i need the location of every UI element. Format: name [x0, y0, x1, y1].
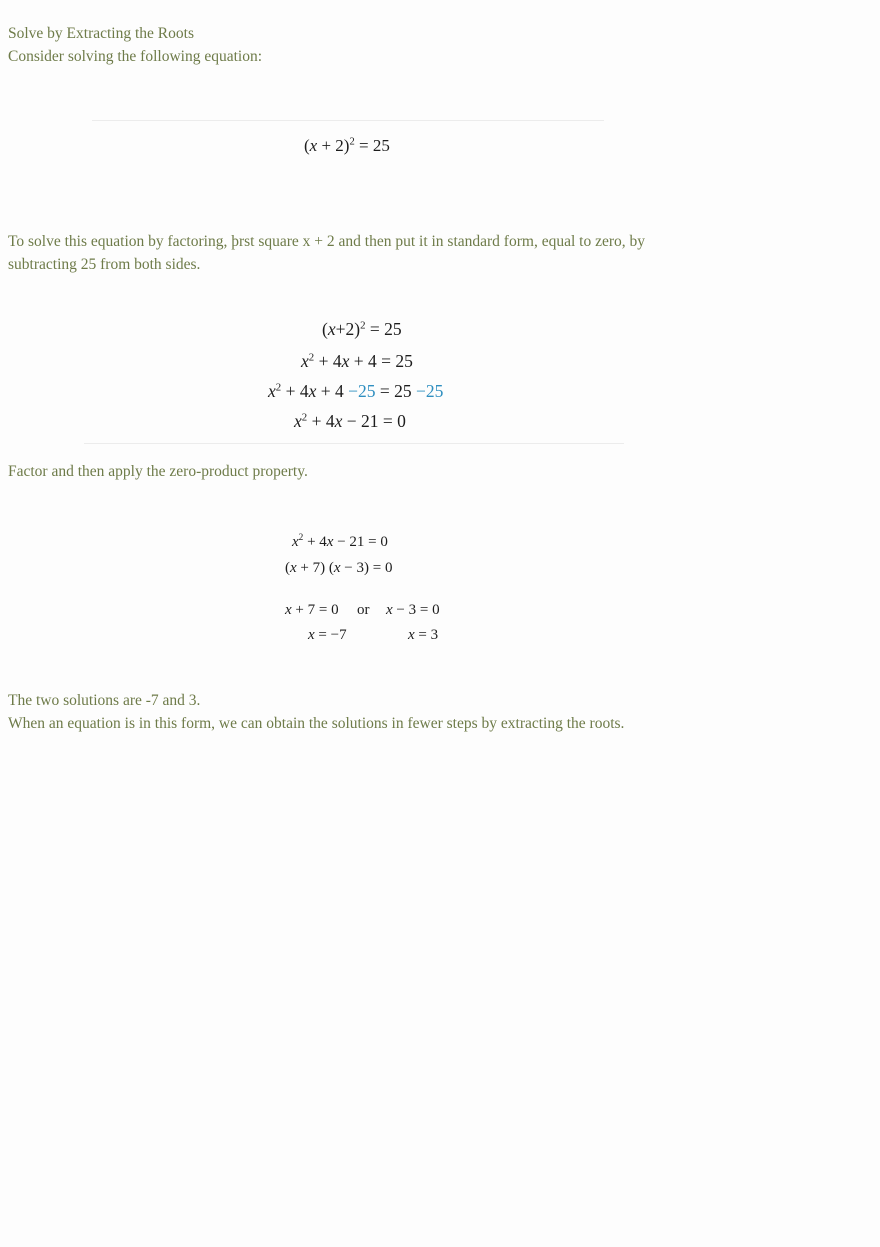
or-word: or — [357, 602, 370, 618]
equation-line-2: $x^2 + 4x + 4 = 25$ — [301, 351, 413, 371]
left-factor-equation: x + 7 = 0 — [285, 602, 339, 618]
factored-figure — [120, 520, 440, 655]
factor-instruction: Factor and then apply the zero-product property. — [8, 463, 308, 480]
left-solution: x = −7 — [308, 627, 347, 643]
original-equation: $(x + 2)^2 = 25$ — [304, 136, 390, 155]
figure-bottom-rule — [84, 443, 624, 444]
standard-form-figure — [84, 310, 624, 444]
page-title: Solve by Extracting the Roots — [8, 25, 194, 42]
solutions-text: The two solutions are -7 and 3. — [8, 692, 201, 709]
factoring-explanation: To solve this equation by factoring, þrst square x + 2 and then put it in standard form, equal to zero, by subtracting 25 from both sides. — [8, 233, 645, 273]
equation-line-4: $x^2 + 4x - 21 = 0$ — [294, 411, 406, 431]
right-solution: x = 3 — [408, 627, 439, 643]
original-equation-figure — [92, 120, 604, 180]
figure-top-rule — [92, 120, 604, 121]
factored-line-1: $x^2 + 4x - 21 = 0$ — [292, 533, 388, 550]
equation-line-1: $(x+2)^2 = 25$ — [322, 319, 402, 339]
factored-line-2: (x + 7) (x − 3) = 0 — [285, 560, 393, 576]
intro-text: Consider solving the following equation: — [8, 48, 263, 65]
right-factor-equation: x − 3 = 0 — [386, 602, 440, 618]
fewer-steps-text: When an equation is in this form, we can obtain the solutions in fewer steps by extracting the roots. — [8, 715, 625, 732]
equation-line-3: $x^2 + 4x + 4 -25 = 25 -25$ — [268, 381, 444, 401]
